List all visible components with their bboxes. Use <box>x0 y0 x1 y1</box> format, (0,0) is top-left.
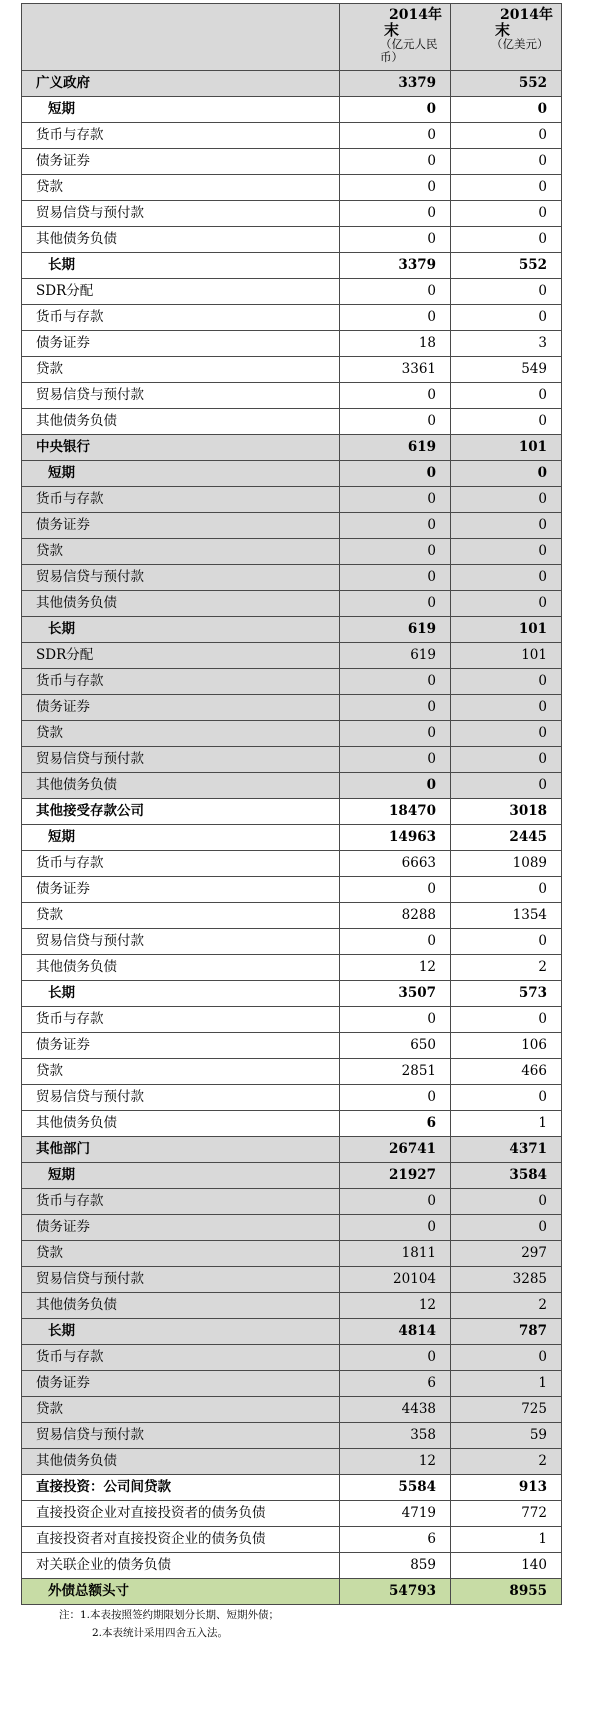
row-value-cny: 0 <box>340 1007 451 1033</box>
row-value-usd: 0 <box>451 1345 562 1371</box>
row-label: 外债总额头寸 <box>22 1579 340 1605</box>
table-row <box>22 149 562 175</box>
row-label: 其他债务负债 <box>22 1111 340 1137</box>
header-cny-mark: 末 <box>384 21 400 39</box>
row-label: 贷款 <box>22 175 340 201</box>
row-label: 债务证券 <box>22 1215 340 1241</box>
row-value-cny: 6663 <box>340 851 451 877</box>
row-value-usd: 0 <box>451 747 562 773</box>
row-value-usd: 3285 <box>451 1267 562 1293</box>
table-row <box>22 175 562 201</box>
table-row <box>22 357 562 383</box>
row-value-cny: 2851 <box>340 1059 451 1085</box>
row-value-usd: 787 <box>451 1319 562 1345</box>
external-debt-table <box>21 3 562 1605</box>
row-value-usd: 1354 <box>451 903 562 929</box>
table-row <box>22 591 562 617</box>
note-line-1: 注：1.本表按照签约期限划分长期、短期外债； <box>59 1609 280 1621</box>
row-value-cny: 8288 <box>340 903 451 929</box>
row-label: 其他债务负债 <box>22 955 340 981</box>
row-label: 其他债务负债 <box>22 227 340 253</box>
table-row <box>22 513 562 539</box>
header-usd-year: 2014年 <box>500 7 553 23</box>
row-value-usd: 0 <box>451 201 562 227</box>
row-value-usd: 0 <box>451 591 562 617</box>
row-value-cny: 0 <box>340 565 451 591</box>
table-row <box>22 1397 562 1423</box>
row-value-usd: 0 <box>451 149 562 175</box>
row-value-cny: 3379 <box>340 253 451 279</box>
row-label: 货币与存款 <box>22 1007 340 1033</box>
row-value-cny: 0 <box>340 97 451 123</box>
row-value-usd: 0 <box>451 1007 562 1033</box>
row-label: 贸易信贷与预付款 <box>22 1267 340 1293</box>
row-label: 贷款 <box>22 1241 340 1267</box>
row-value-usd: 0 <box>451 695 562 721</box>
row-value-cny: 18470 <box>340 799 451 825</box>
row-value-cny: 619 <box>340 617 451 643</box>
row-value-usd: 0 <box>451 227 562 253</box>
table-row <box>22 487 562 513</box>
row-label: 债务证券 <box>22 877 340 903</box>
row-value-cny: 3361 <box>340 357 451 383</box>
row-value-cny: 20104 <box>340 1267 451 1293</box>
table-row <box>22 851 562 877</box>
row-label: SDR分配 <box>22 643 340 669</box>
table-row <box>22 1553 562 1579</box>
row-label: 贸易信贷与预付款 <box>22 201 340 227</box>
row-value-usd: 0 <box>451 513 562 539</box>
row-value-usd: 0 <box>451 383 562 409</box>
row-value-usd: 8955 <box>451 1579 562 1605</box>
row-value-cny: 0 <box>340 591 451 617</box>
row-value-usd: 552 <box>451 71 562 97</box>
row-value-usd: 0 <box>451 97 562 123</box>
table-row <box>22 279 562 305</box>
note-line-2: 2.本表统计采用四舍五入法。 <box>92 1627 229 1639</box>
row-value-cny: 12 <box>340 955 451 981</box>
row-label: 债务证券 <box>22 513 340 539</box>
row-value-usd: 140 <box>451 1553 562 1579</box>
table-row <box>22 1033 562 1059</box>
row-value-cny: 54793 <box>340 1579 451 1605</box>
table-row <box>22 1059 562 1085</box>
row-value-cny: 650 <box>340 1033 451 1059</box>
row-label: 贷款 <box>22 1059 340 1085</box>
row-value-cny: 0 <box>340 1189 451 1215</box>
table-row <box>22 799 562 825</box>
row-value-usd: 772 <box>451 1501 562 1527</box>
row-label: 中央银行 <box>22 435 340 461</box>
row-value-cny: 0 <box>340 721 451 747</box>
row-value-usd: 725 <box>451 1397 562 1423</box>
row-label: 贸易信贷与预付款 <box>22 1423 340 1449</box>
row-value-usd: 0 <box>451 1085 562 1111</box>
table-row <box>22 1345 562 1371</box>
table-row <box>22 1475 562 1501</box>
row-label: 贸易信贷与预付款 <box>22 565 340 591</box>
table-row <box>22 305 562 331</box>
table-row <box>22 227 562 253</box>
row-value-usd: 0 <box>451 877 562 903</box>
row-value-usd: 3 <box>451 331 562 357</box>
row-label: 货币与存款 <box>22 1345 340 1371</box>
row-value-usd: 0 <box>451 487 562 513</box>
row-label: 债务证券 <box>22 149 340 175</box>
table-row <box>22 409 562 435</box>
row-value-cny: 0 <box>340 305 451 331</box>
row-value-usd: 2 <box>451 1293 562 1319</box>
row-value-cny: 859 <box>340 1553 451 1579</box>
table-row <box>22 929 562 955</box>
table-row <box>22 721 562 747</box>
row-value-usd: 552 <box>451 253 562 279</box>
row-value-usd: 0 <box>451 123 562 149</box>
table-row <box>22 539 562 565</box>
row-label: 长期 <box>22 981 340 1007</box>
row-value-cny: 18 <box>340 331 451 357</box>
row-label: 贷款 <box>22 539 340 565</box>
row-value-cny: 0 <box>340 461 451 487</box>
row-value-usd: 0 <box>451 175 562 201</box>
header-label-cell <box>22 4 340 71</box>
table-row <box>22 565 562 591</box>
header-usd-mark: 末 <box>495 21 511 39</box>
row-value-cny: 0 <box>340 123 451 149</box>
row-value-cny: 0 <box>340 279 451 305</box>
row-value-usd: 466 <box>451 1059 562 1085</box>
row-label: 贸易信贷与预付款 <box>22 1085 340 1111</box>
row-value-cny: 619 <box>340 643 451 669</box>
row-value-usd: 0 <box>451 721 562 747</box>
row-value-cny: 6 <box>340 1371 451 1397</box>
row-label: 其他债务负债 <box>22 409 340 435</box>
row-value-cny: 1811 <box>340 1241 451 1267</box>
row-value-cny: 0 <box>340 1085 451 1111</box>
table-row <box>22 97 562 123</box>
row-value-usd: 101 <box>451 617 562 643</box>
row-label: 直接投资：公司间贷款 <box>22 1475 340 1501</box>
row-value-cny: 0 <box>340 227 451 253</box>
row-value-cny: 0 <box>340 539 451 565</box>
row-value-cny: 14963 <box>340 825 451 851</box>
row-value-usd: 573 <box>451 981 562 1007</box>
table-row <box>22 773 562 799</box>
row-value-cny: 0 <box>340 383 451 409</box>
table-row <box>22 1111 562 1137</box>
row-label: 短期 <box>22 1163 340 1189</box>
row-value-usd: 0 <box>451 929 562 955</box>
row-label: 贷款 <box>22 357 340 383</box>
row-label: 货币与存款 <box>22 851 340 877</box>
row-label: 直接投资者对直接投资企业的债务负债 <box>22 1527 340 1553</box>
row-label: 贷款 <box>22 1397 340 1423</box>
row-value-usd: 0 <box>451 539 562 565</box>
table-row <box>22 903 562 929</box>
row-label: SDR分配 <box>22 279 340 305</box>
row-value-cny: 4438 <box>340 1397 451 1423</box>
table-row <box>22 201 562 227</box>
row-value-cny: 12 <box>340 1293 451 1319</box>
row-value-usd: 0 <box>451 773 562 799</box>
row-value-cny: 0 <box>340 747 451 773</box>
row-label: 贸易信贷与预付款 <box>22 747 340 773</box>
row-value-cny: 0 <box>340 513 451 539</box>
row-value-usd: 3018 <box>451 799 562 825</box>
row-label: 贸易信贷与预付款 <box>22 929 340 955</box>
row-value-cny: 0 <box>340 669 451 695</box>
table-row <box>22 1449 562 1475</box>
row-value-cny: 0 <box>340 1345 451 1371</box>
table-row <box>22 1501 562 1527</box>
table-row <box>22 617 562 643</box>
header-usd-cell <box>451 4 562 71</box>
header-cny-cell <box>340 4 451 71</box>
table-row <box>22 669 562 695</box>
row-value-cny: 6 <box>340 1111 451 1137</box>
table-row <box>22 1267 562 1293</box>
row-label: 其他部门 <box>22 1137 340 1163</box>
table-row <box>22 877 562 903</box>
row-label: 贸易信贷与预付款 <box>22 383 340 409</box>
row-value-usd: 0 <box>451 409 562 435</box>
row-value-usd: 1089 <box>451 851 562 877</box>
table-row <box>22 825 562 851</box>
row-label: 短期 <box>22 97 340 123</box>
row-value-usd: 101 <box>451 435 562 461</box>
table-row <box>22 1007 562 1033</box>
row-value-cny: 0 <box>340 1215 451 1241</box>
row-label: 其他债务负债 <box>22 591 340 617</box>
header-usd-unit: （亿美元） <box>491 37 549 51</box>
table-notes <box>59 1606 589 1642</box>
table-row <box>22 1163 562 1189</box>
table-row <box>22 981 562 1007</box>
table-row <box>22 253 562 279</box>
table-body <box>22 71 562 1605</box>
row-label: 货币与存款 <box>22 123 340 149</box>
row-label: 贷款 <box>22 903 340 929</box>
row-value-cny: 26741 <box>340 1137 451 1163</box>
table-row <box>22 1241 562 1267</box>
table-row <box>22 695 562 721</box>
row-label: 长期 <box>22 1319 340 1345</box>
row-value-cny: 0 <box>340 149 451 175</box>
row-label: 其他债务负债 <box>22 773 340 799</box>
row-value-cny: 0 <box>340 201 451 227</box>
row-label: 债务证券 <box>22 1371 340 1397</box>
row-label: 短期 <box>22 461 340 487</box>
table-row <box>22 123 562 149</box>
row-value-usd: 0 <box>451 1189 562 1215</box>
row-value-usd: 0 <box>451 461 562 487</box>
row-label: 货币与存款 <box>22 305 340 331</box>
row-value-usd: 3584 <box>451 1163 562 1189</box>
table-row <box>22 435 562 461</box>
row-value-usd: 0 <box>451 1215 562 1241</box>
row-value-cny: 0 <box>340 695 451 721</box>
row-value-usd: 913 <box>451 1475 562 1501</box>
row-value-usd: 2445 <box>451 825 562 851</box>
row-label: 债务证券 <box>22 695 340 721</box>
row-value-cny: 12 <box>340 1449 451 1475</box>
row-value-usd: 59 <box>451 1423 562 1449</box>
row-value-usd: 2 <box>451 1449 562 1475</box>
row-value-cny: 3507 <box>340 981 451 1007</box>
table-row <box>22 643 562 669</box>
table-row <box>22 1371 562 1397</box>
row-label: 其他债务负债 <box>22 1449 340 1475</box>
row-value-usd: 549 <box>451 357 562 383</box>
row-value-cny: 619 <box>340 435 451 461</box>
row-value-cny: 6 <box>340 1527 451 1553</box>
row-value-cny: 0 <box>340 487 451 513</box>
row-label: 债务证券 <box>22 331 340 357</box>
table-header-row <box>22 4 562 71</box>
row-value-usd: 1 <box>451 1527 562 1553</box>
table-row <box>22 1085 562 1111</box>
row-label: 货币与存款 <box>22 669 340 695</box>
row-value-cny: 0 <box>340 929 451 955</box>
row-value-cny: 358 <box>340 1423 451 1449</box>
table-row <box>22 1527 562 1553</box>
row-value-usd: 2 <box>451 955 562 981</box>
table-row <box>22 383 562 409</box>
header-cny-year: 2014年 <box>389 7 442 23</box>
row-value-cny: 21927 <box>340 1163 451 1189</box>
row-label: 长期 <box>22 617 340 643</box>
row-value-usd: 0 <box>451 669 562 695</box>
table-row <box>22 461 562 487</box>
row-value-usd: 0 <box>451 279 562 305</box>
row-value-cny: 4719 <box>340 1501 451 1527</box>
row-label: 短期 <box>22 825 340 851</box>
table-row <box>22 1423 562 1449</box>
row-value-usd: 297 <box>451 1241 562 1267</box>
table-row <box>22 747 562 773</box>
row-label: 贷款 <box>22 721 340 747</box>
row-value-usd: 4371 <box>451 1137 562 1163</box>
row-label: 直接投资企业对直接投资者的债务负债 <box>22 1501 340 1527</box>
row-label: 对关联企业的债务负债 <box>22 1553 340 1579</box>
row-value-usd: 1 <box>451 1111 562 1137</box>
row-label: 货币与存款 <box>22 487 340 513</box>
row-value-usd: 1 <box>451 1371 562 1397</box>
row-value-cny: 0 <box>340 773 451 799</box>
row-label: 货币与存款 <box>22 1189 340 1215</box>
row-value-cny: 4814 <box>340 1319 451 1345</box>
table-row <box>22 1293 562 1319</box>
row-value-usd: 101 <box>451 643 562 669</box>
row-label: 其他债务负债 <box>22 1293 340 1319</box>
row-label: 长期 <box>22 253 340 279</box>
row-value-cny: 0 <box>340 409 451 435</box>
row-value-cny: 0 <box>340 877 451 903</box>
table-row <box>22 331 562 357</box>
table-row <box>22 1189 562 1215</box>
header-cny-unit: （亿元人民币） <box>380 37 438 64</box>
table-row <box>22 1137 562 1163</box>
row-value-usd: 106 <box>451 1033 562 1059</box>
row-value-cny: 3379 <box>340 71 451 97</box>
row-value-usd: 0 <box>451 305 562 331</box>
row-value-cny: 5584 <box>340 1475 451 1501</box>
table-row <box>22 1579 562 1605</box>
row-value-usd: 0 <box>451 565 562 591</box>
table-row <box>22 1319 562 1345</box>
table-row <box>22 71 562 97</box>
row-value-cny: 0 <box>340 175 451 201</box>
table-row <box>22 955 562 981</box>
row-label: 其他接受存款公司 <box>22 799 340 825</box>
row-label: 广义政府 <box>22 71 340 97</box>
row-label: 债务证券 <box>22 1033 340 1059</box>
table-row <box>22 1215 562 1241</box>
